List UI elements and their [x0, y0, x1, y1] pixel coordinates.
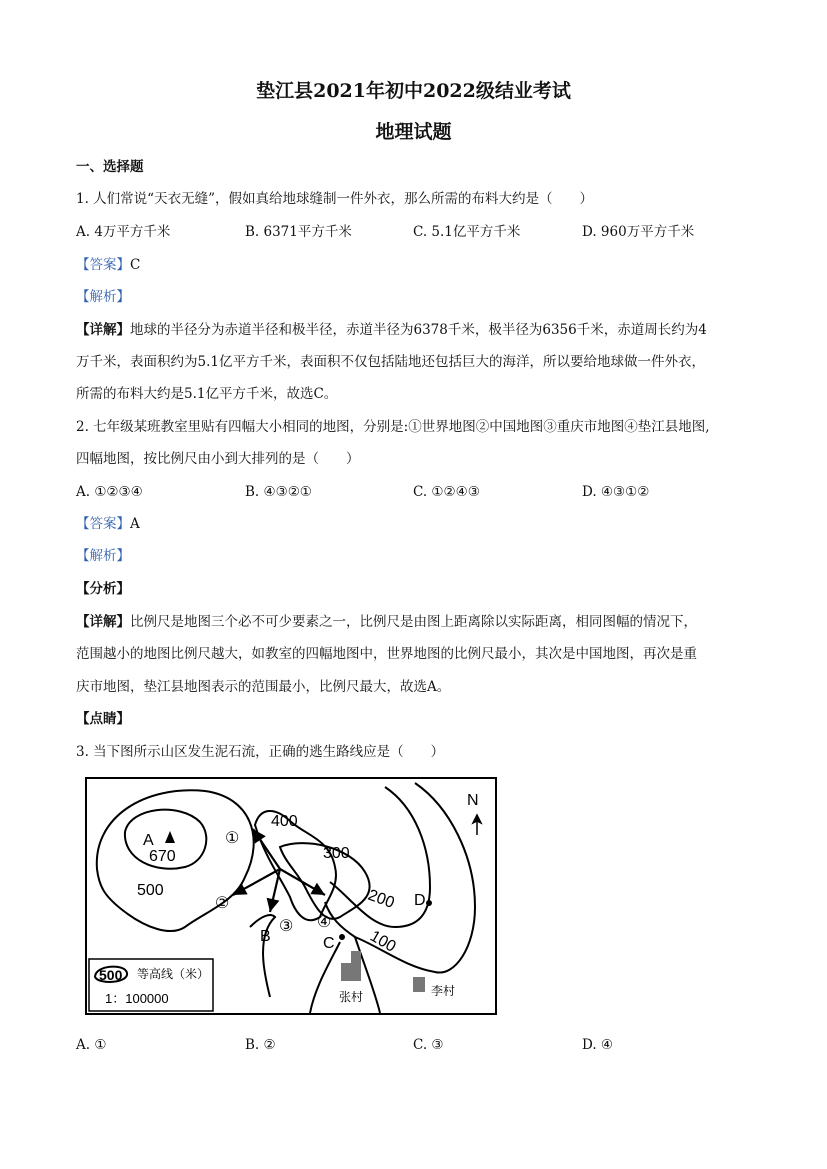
label-point-d: D — [414, 892, 426, 909]
label-route-2: ② — [215, 895, 230, 912]
q2-dianjing-label: 【点睛】 — [76, 711, 130, 727]
q1-option-c: C. 5.1亿平方千米 — [413, 224, 521, 240]
label-point-c: C — [323, 935, 335, 952]
q1-option-d: D. 960万平方千米 — [582, 224, 695, 240]
q3-option-c: C. ③ — [413, 1037, 444, 1053]
q2-detail-line-2: 范围越小的地图比例尺越大，如教室的四幅地图中，世界地图的比例尺最小，其次是中国地图，再次是重 — [76, 646, 697, 662]
map-scale: 1：100000 — [105, 991, 169, 1006]
q1-answer-label: 【答案】 — [76, 257, 130, 273]
label-village-li: 李村 — [431, 984, 456, 998]
q1-answer — [76, 256, 140, 274]
q3-option-a: A. ① — [76, 1037, 107, 1053]
label-peak-a: A — [143, 832, 154, 849]
question-2-stem-line-1: 2. 七年级某班教室里贴有四幅大小相同的地图，分别是:①世界地图②中国地图③重庆市地图④垫江县地图, — [76, 419, 710, 435]
q1-detail-text-1: 地球的半径分为赤道半径和极半径，赤道半径为6378千米，极半径为6356千米，赤道周长约为4 — [130, 322, 707, 338]
q1-option-b: B. 6371平方千米 — [245, 224, 352, 240]
label-route-4: ④ — [317, 914, 332, 931]
q1-answer-value: C — [130, 257, 141, 273]
point-c-marker — [339, 934, 345, 940]
q2-answer-label: 【答案】 — [76, 516, 130, 532]
q2-answer-value: A — [130, 516, 140, 532]
label-100: 100 — [367, 927, 399, 956]
q2-option-b: B. ④③②① — [245, 484, 312, 500]
label-500: 500 — [137, 882, 164, 899]
q2-detail-line-3: 庆市地图，垫江县地图表示的范围最小，比例尺最大，故选A。 — [76, 679, 451, 695]
question-1-stem: 1. 人们常说“天衣无缝”，假如真给地球缝制一件外衣，那么所需的布料大约是（ ） — [76, 191, 593, 207]
q2-answer — [76, 515, 140, 533]
q1-detail-label: 【详解】 — [76, 322, 130, 338]
q2-option-d: D. ④③①② — [582, 484, 650, 500]
q2-detail-text-1: 比例尺是地图三个必不可少要素之一，比例尺是由图上距离除以实际距离，相同图幅的情况下， — [130, 614, 697, 630]
point-d-marker — [426, 900, 432, 906]
q2-option-c: C. ①②④③ — [413, 484, 480, 500]
question-2-stem-line-2: 四幅地图，按比例尺由小到大排列的是（ ） — [76, 451, 360, 467]
legend-text: 等高线（米） — [137, 967, 210, 981]
legend-value: 500 — [99, 967, 123, 983]
label-north: N — [467, 792, 479, 809]
exam-subtitle: 地理试题 — [375, 121, 452, 143]
q1-detail-line-3: 所需的布料大约是5.1亿平方千米，故选C。 — [76, 386, 338, 402]
contour-map — [85, 777, 497, 1015]
label-route-3: ③ — [279, 918, 294, 935]
label-route-1: ① — [225, 830, 240, 847]
q3-option-d: D. ④ — [582, 1037, 614, 1053]
q1-analysis-label: 【解析】 — [76, 289, 130, 305]
q2-option-a: A. ①②③④ — [76, 484, 143, 500]
q1-detail-line-1 — [76, 321, 707, 339]
label-peak-value: 670 — [149, 848, 176, 865]
label-400: 400 — [271, 813, 298, 830]
q1-detail-line-2: 万千米，表面积约为5.1亿平方千米，表面积不仅包括陆地还包括巨大的海洋，所以要给地球做一件外衣， — [76, 354, 705, 370]
label-200: 200 — [365, 886, 397, 912]
q3-option-b: B. ② — [245, 1037, 276, 1053]
label-village-zhang: 张村 — [339, 990, 364, 1004]
label-300: 300 — [323, 845, 350, 862]
label-point-b: B — [260, 928, 271, 945]
q2-detail-label: 【详解】 — [76, 614, 130, 630]
q2-fenxi-label: 【分析】 — [76, 581, 130, 597]
q1-option-a: A. 4万平方千米 — [76, 224, 171, 240]
q2-analysis-label: 【解析】 — [76, 548, 130, 564]
q2-detail-line-1 — [76, 613, 697, 631]
question-3-stem: 3. 当下图所示山区发生泥石流，正确的逃生路线应是（ ） — [76, 744, 445, 760]
section-heading: 一、选择题 — [76, 159, 144, 175]
exam-title: 垫江县2021年初中2022级结业考试 — [256, 80, 571, 102]
